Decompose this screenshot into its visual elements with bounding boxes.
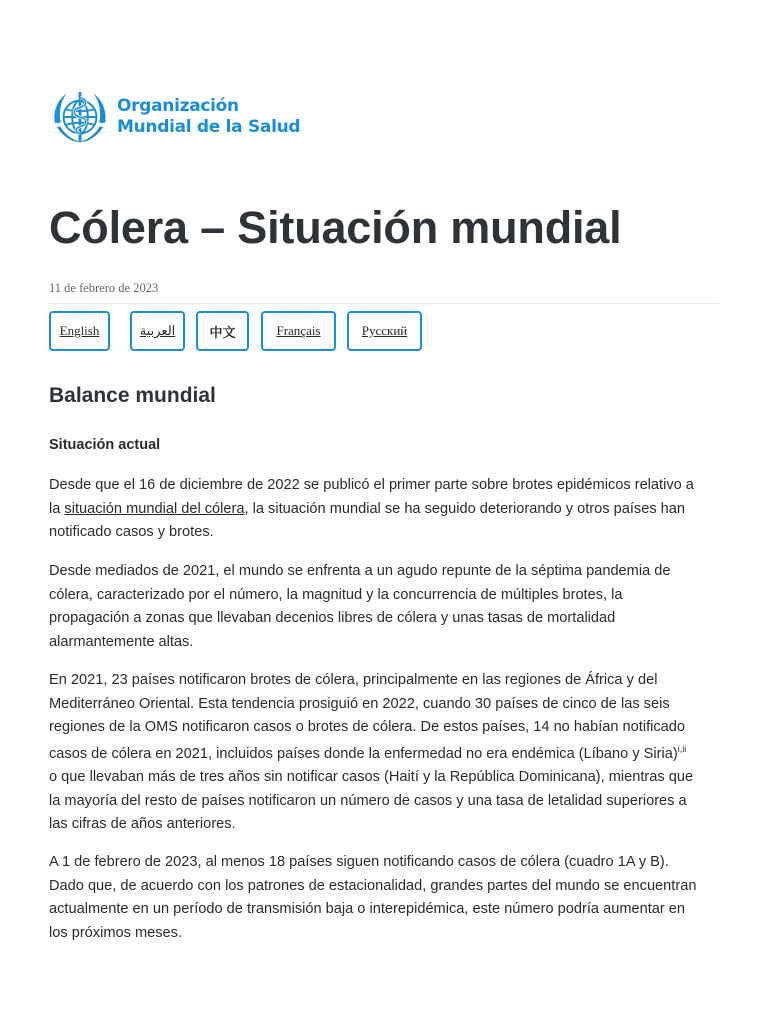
subsection-title: Situación actual xyxy=(49,437,161,453)
org-name xyxy=(117,96,300,138)
paragraph-line: o que llevaban más de tres años sin notificar casos (Haití y la República Dominicana), mientras que xyxy=(49,769,694,785)
paragraph-line: Desde mediados de 2021, el mundo se enfrenta a un agudo repunte de la séptima pandemia de xyxy=(49,563,671,579)
divider xyxy=(49,303,719,304)
paragraph-line: Mediterráneo Oriental. Esta tendencia prosiguió en 2022, cuando 30 países de cinco de las seis xyxy=(49,695,670,712)
paragraph-line xyxy=(49,498,724,522)
lang-button-russian[interactable]: Русский xyxy=(347,311,422,351)
paragraph-line: la mayoría del resto de países notificaron un número de casos y una tasa de letalidad superiores a xyxy=(49,792,687,809)
section-title: Balance mundial xyxy=(49,384,216,407)
lang-button-english[interactable]: English xyxy=(49,311,110,351)
text-fragment: , la situación mundial se ha seguido deteriorando y otros países han xyxy=(244,500,686,517)
lang-button-arabic[interactable]: العربية xyxy=(130,311,185,351)
paragraph-line: Desde que el 16 de diciembre de 2022 se publicó el primer parte sobre brotes epidémicos relativo a xyxy=(49,477,694,493)
paragraph-line: los próximos meses. xyxy=(49,924,183,941)
paragraph-2 xyxy=(49,560,724,654)
text-fragment: casos de cólera en 2021, incluidos países donde la enfermedad no era endémica (Líbano y Siria) xyxy=(49,745,678,762)
cholera-situation-link[interactable]: situación mundial del cólera xyxy=(64,500,245,517)
paragraph-line xyxy=(49,743,724,767)
paragraph-line: En 2021, 23 países notificaron brotes de cólera, principalmente en las regiones de África y del xyxy=(49,672,658,688)
who-emblem-icon xyxy=(49,86,111,148)
publish-date: 11 de febrero de 2023 xyxy=(49,281,159,295)
lang-button-chinese[interactable]: 中文 xyxy=(196,311,249,351)
paragraph-line: las cifras de años anteriores. xyxy=(49,816,236,832)
paragraph-line: propagación a zonas que llevaban decenios libres de cólera y unas tasas de mortalidad xyxy=(49,610,616,626)
footnote-reference[interactable]: i,ii xyxy=(677,743,687,754)
paragraph-line: cólera, caracterizado por el número, la magnitud y la concurrencia de múltiples brotes, la xyxy=(49,586,623,603)
paragraph-line: alarmantemente altas. xyxy=(49,633,194,650)
page-title: Cólera – Situación mundial xyxy=(49,202,622,253)
paragraph-4 xyxy=(49,851,724,945)
org-name-line2: Mundial de la Salud xyxy=(117,117,301,137)
paragraph-3 xyxy=(49,669,724,837)
org-name-line1: Organización xyxy=(117,96,239,116)
paragraph-line: actualmente en un período de transmisión baja o interepidémica, este número podría aumentar en xyxy=(49,901,686,917)
paragraph-line: Dado que, de acuerdo con los patrones de estacionalidad, grandes partes del mundo se encuentran xyxy=(49,877,697,894)
lang-button-french[interactable]: Français xyxy=(261,311,336,351)
paragraph-line: A 1 de febrero de 2023, al menos 18 países siguen notificando casos de cólera (cuadro 1A y B). xyxy=(49,854,669,870)
who-logo[interactable] xyxy=(49,86,300,148)
paragraph-1 xyxy=(49,474,724,545)
paragraph-line: regiones de la OMS notificaron casos o brotes de cólera. De estos países, 14 no habían notificado xyxy=(49,719,686,735)
paragraph-line: notificado casos y brotes. xyxy=(49,524,214,540)
text-fragment: la xyxy=(49,500,65,517)
